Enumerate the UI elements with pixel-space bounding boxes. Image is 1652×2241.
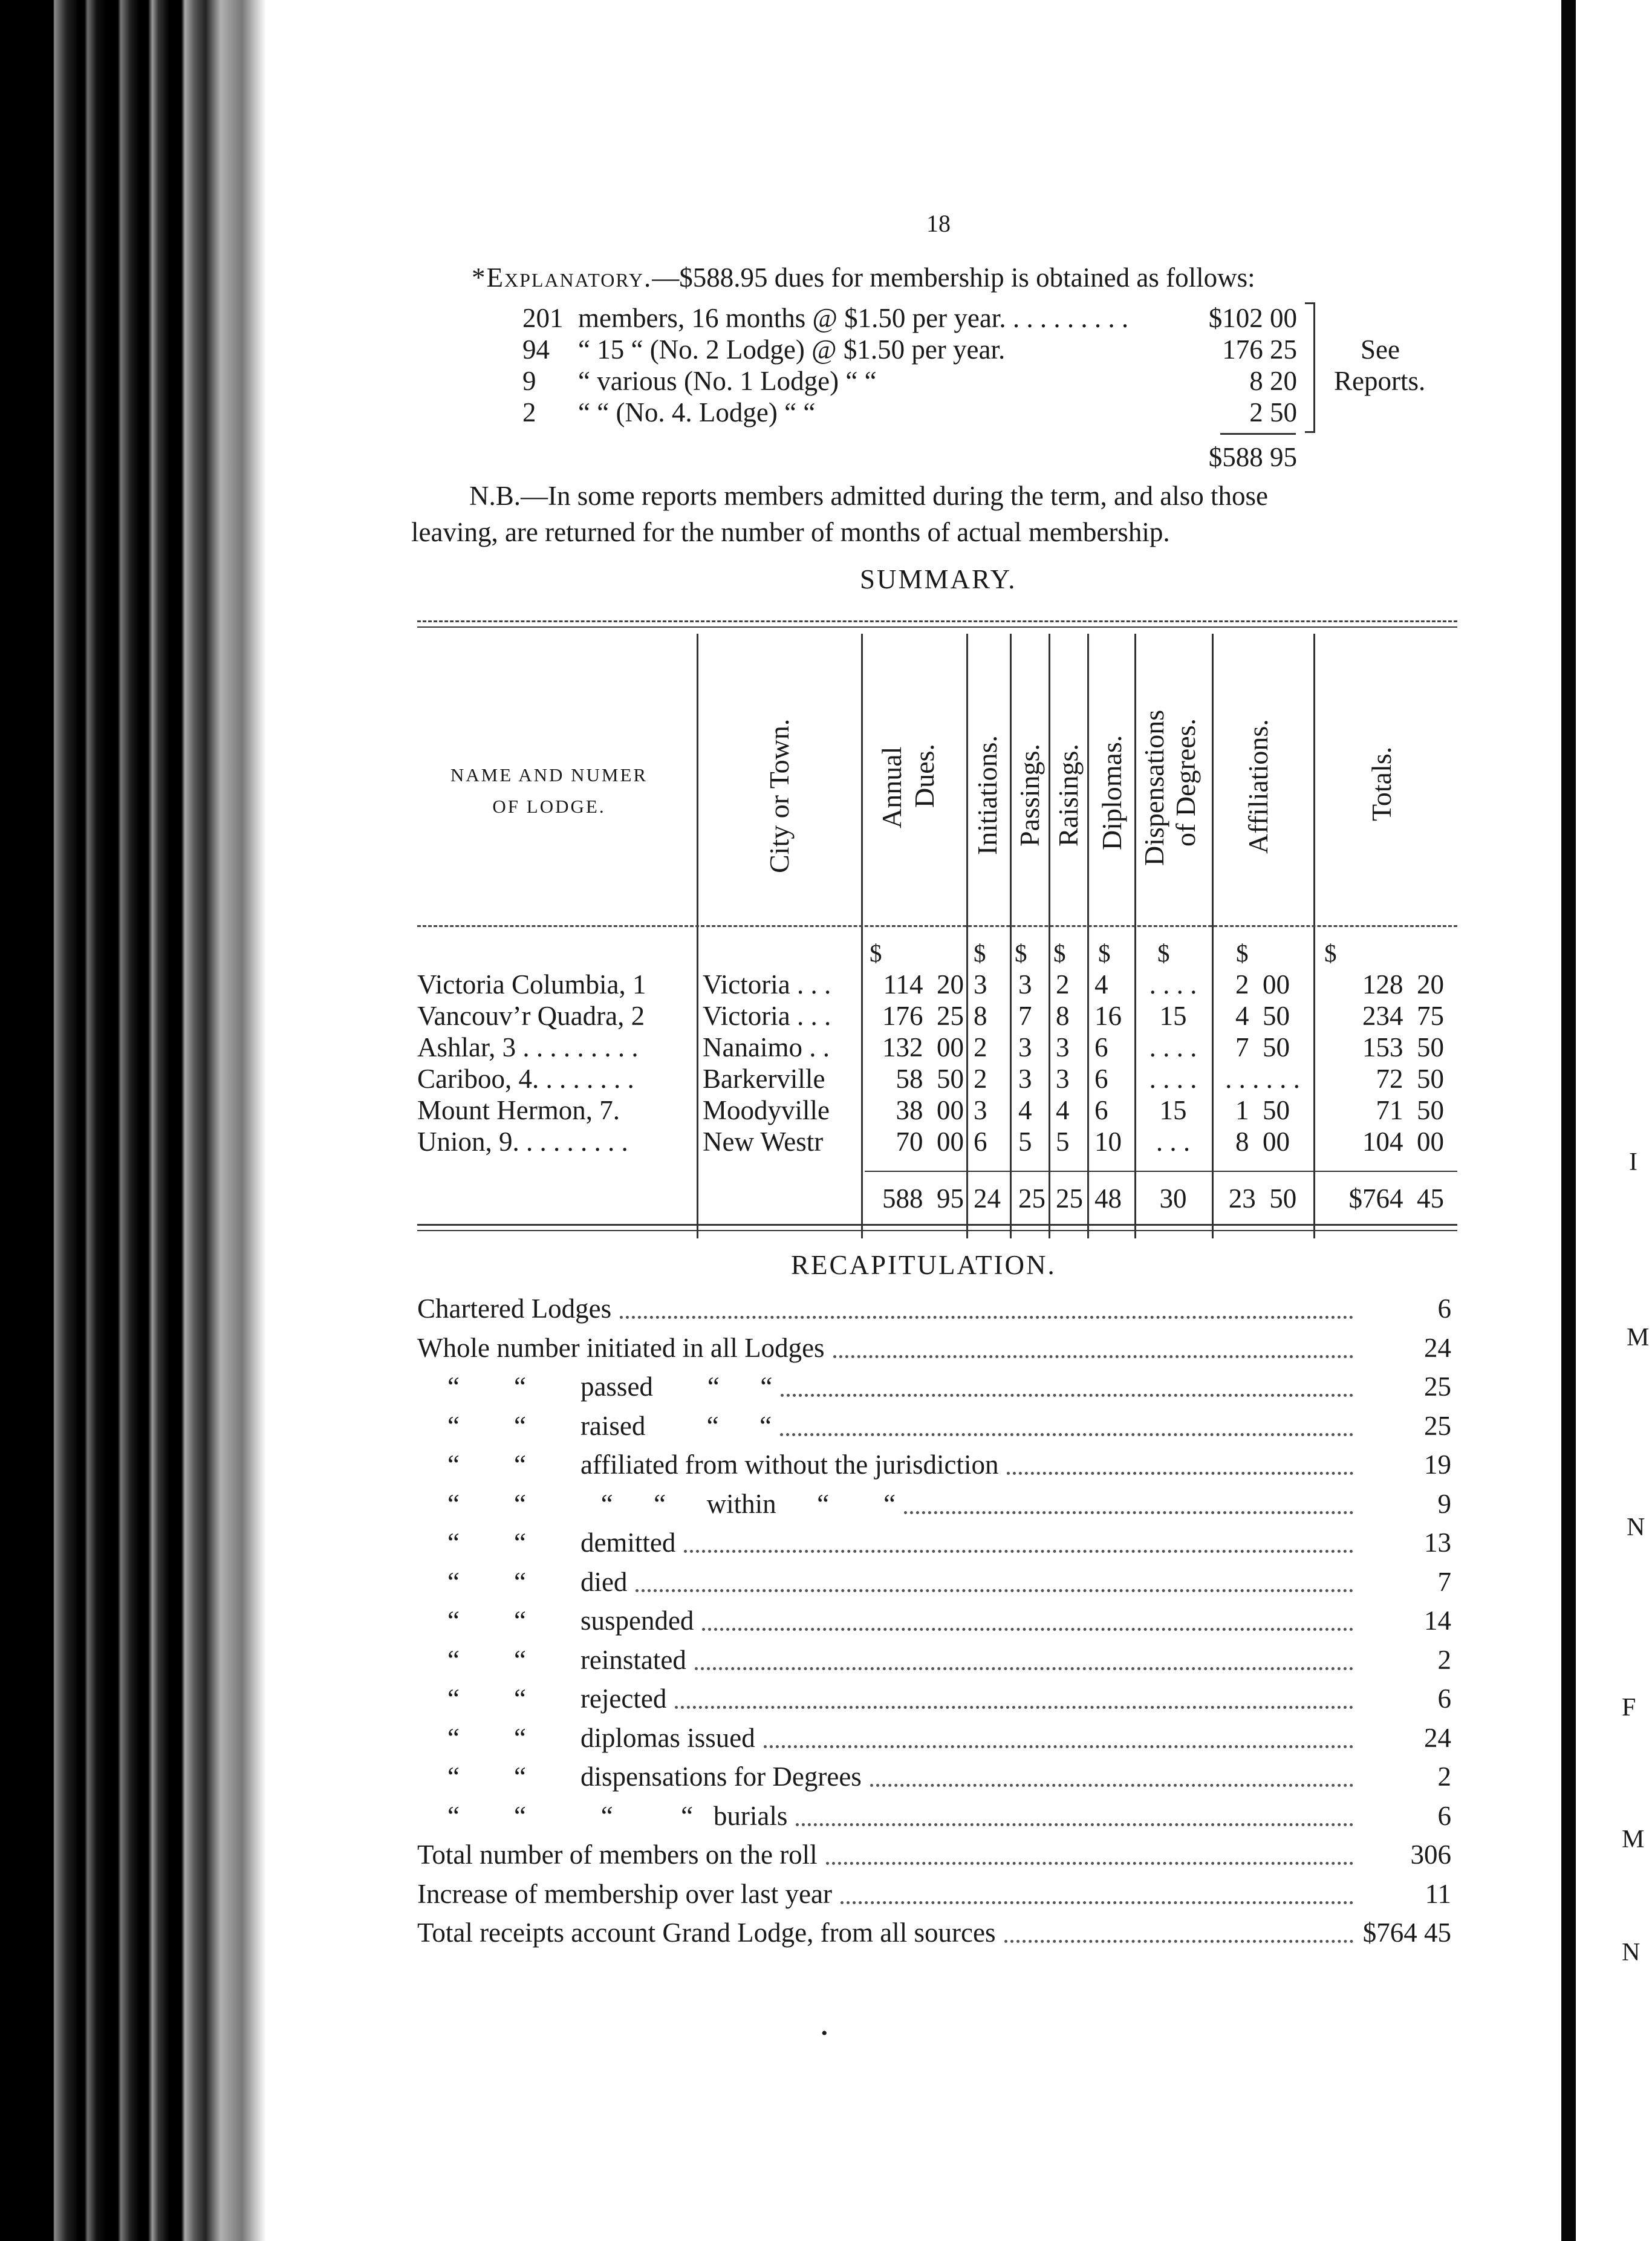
column-divider <box>861 634 863 1238</box>
passings-header: Passings. <box>1014 744 1045 847</box>
summary-title: SUMMARY. <box>860 564 1017 594</box>
summary-cell-total: 234 75 <box>1362 1001 1444 1031</box>
summary-cell-affil: 7 50 <box>1235 1032 1290 1062</box>
nb-line: N.B.—In some reports members admitted during the term, and also those <box>469 481 1268 511</box>
recap-value: 24 <box>1424 1723 1451 1753</box>
totals-cell-total: $764 45 <box>1348 1183 1444 1214</box>
annual-dues-header: Dues. <box>909 743 940 808</box>
dot-leader <box>796 1823 1353 1830</box>
summary-cell-name: Cariboo, 4. . . . . . . . <box>417 1064 634 1094</box>
recap-label: Chartered Lodges <box>417 1293 612 1324</box>
see-reports-label: See <box>1361 334 1400 365</box>
column-divider <box>1010 634 1012 1238</box>
summary-cell-name: Ashlar, 3 . . . . . . . . . <box>417 1032 639 1062</box>
summary-cell-dues: 114 20 <box>883 969 964 1000</box>
summary-cell-init: 2 <box>974 1064 987 1094</box>
dot-leader <box>764 1745 1353 1752</box>
summary-cell-total: 153 50 <box>1362 1032 1444 1062</box>
totals-cell-init: 24 <box>974 1183 1001 1214</box>
summary-cell-city: Nanaimo . . <box>703 1032 830 1062</box>
column-divider <box>697 634 698 1238</box>
raisings-header: Raisings. <box>1053 744 1084 847</box>
summary-cell-dipl: 16 <box>1094 1001 1122 1031</box>
summary-cell-city: Barkerville <box>703 1064 825 1094</box>
dispensations-header: of Degrees. <box>1170 718 1201 847</box>
recap-value: 6 <box>1437 1683 1451 1714</box>
explanatory-line <box>472 262 1255 293</box>
explanatory-count: 201 <box>522 303 564 333</box>
explanatory-count: 94 <box>522 334 550 365</box>
facing-page-fragment: N <box>1622 1939 1641 1966</box>
recap-label: Whole number initiated in all Lodges <box>417 1333 825 1363</box>
explanatory-amount: 8 20 <box>1249 366 1297 396</box>
summary-cell-name: Victoria Columbia, 1 <box>417 969 646 1000</box>
summary-cell-pass: 3 <box>1018 969 1032 1000</box>
recap-value: 306 <box>1410 1839 1451 1870</box>
page-number: 18 <box>926 210 951 237</box>
summary-cell-city: Victoria . . . <box>703 1001 831 1031</box>
summary-cell-raise: 8 <box>1056 1001 1070 1031</box>
summary-cell-city: New Westr <box>703 1127 824 1157</box>
diplomas-header: Diplomas. <box>1096 735 1127 850</box>
recap-value: 6 <box>1437 1293 1451 1324</box>
summary-cell-pass: 7 <box>1018 1001 1032 1031</box>
summary-cell-raise: 4 <box>1056 1095 1070 1125</box>
ornament: • <box>821 2023 828 2043</box>
name-header-line: OF LODGE. <box>492 796 606 817</box>
summary-cell-city: Moodyville <box>703 1095 830 1125</box>
recap-value: 2 <box>1437 1645 1451 1675</box>
dispensations-header: Dispensations <box>1139 709 1169 866</box>
dot-leader <box>684 1550 1353 1556</box>
summary-cell-city: Victoria . . . <box>703 969 831 1000</box>
column-divider <box>1049 634 1050 1238</box>
dot-leader <box>833 1355 1353 1362</box>
explanatory-desc: “ “ (No. 4. Lodge) “ “ <box>578 397 816 428</box>
summary-cell-init: 3 <box>974 1095 987 1125</box>
recap-label: “ “ “ “ burials <box>447 1801 788 1831</box>
summary-cell-dues: 70 00 <box>896 1127 964 1157</box>
totals-cell-affil: 23 50 <box>1228 1183 1297 1214</box>
facing-page-fragment: M <box>1622 1826 1645 1853</box>
totals-cell-dues: 588 95 <box>882 1183 964 1214</box>
currency-sign: $ <box>1053 939 1066 967</box>
summary-cell-pass: 3 <box>1018 1032 1032 1062</box>
summary-cell-affil: 8 00 <box>1235 1127 1290 1157</box>
recap-value: $764 45 <box>1362 1917 1451 1948</box>
initiations-header: Initiations. <box>972 735 1003 855</box>
table-top-rule <box>417 620 1457 622</box>
totals-cell-dipl: 48 <box>1094 1183 1122 1214</box>
totals-cell-pass: 25 <box>1018 1183 1046 1214</box>
affiliations-header: Affiliations. <box>1243 719 1273 854</box>
facing-page-edge <box>1561 0 1652 2241</box>
recap-label: “ “ raised “ “ <box>447 1411 772 1441</box>
summary-cell-raise: 2 <box>1056 969 1070 1000</box>
recap-label: “ “ rejected <box>447 1683 667 1714</box>
dot-leader <box>904 1511 1353 1518</box>
table-top-rule <box>417 626 1457 628</box>
recap-label: “ “ dispensations for Degrees <box>447 1761 862 1792</box>
dot-leader <box>675 1706 1353 1712</box>
recap-label: Total receipts account Grand Lodge, from all sources <box>417 1917 996 1948</box>
dot-leader <box>826 1862 1353 1869</box>
explanatory-desc: members, 16 months @ $1.50 per year. . . . . . . . . . <box>578 303 1129 333</box>
recap-label: Total number of members on the roll <box>417 1839 818 1870</box>
facing-page-fragment: M <box>1627 1324 1650 1351</box>
table-bottom-rule <box>417 1230 1457 1231</box>
summary-cell-dues: 58 50 <box>896 1064 964 1094</box>
summary-cell-init: 2 <box>974 1032 987 1062</box>
explanatory-count: 2 <box>522 397 536 428</box>
facing-page-fragment: I <box>1629 1148 1637 1176</box>
annual-dues-header: Annual <box>876 746 907 828</box>
recap-value: 19 <box>1424 1449 1451 1480</box>
summary-cell-disp: . . . . <box>1149 1032 1197 1062</box>
summary-cell-init: 3 <box>974 969 987 1000</box>
dot-leader <box>841 1901 1353 1908</box>
book-spine-edge <box>0 0 266 2241</box>
recap-value: 24 <box>1424 1333 1451 1363</box>
column-divider <box>1212 634 1214 1238</box>
recap-label: “ “ died <box>447 1567 628 1597</box>
currency-sign: $ <box>1324 939 1337 967</box>
dot-leader <box>1007 1472 1353 1478</box>
currency-sign: $ <box>1015 939 1027 967</box>
explanatory-amount: $102 00 <box>1208 303 1297 333</box>
summary-cell-disp: . . . . <box>1149 1064 1197 1094</box>
recap-label: “ “ reinstated <box>447 1645 686 1675</box>
currency-sign: $ <box>1236 939 1249 967</box>
summary-cell-dipl: 10 <box>1094 1127 1122 1157</box>
explanatory-text: —$588.95 dues for membership is obtained as follows: <box>652 262 1255 293</box>
summary-cell-affil: . . . . . . <box>1225 1064 1300 1094</box>
recap-label: “ “ diplomas issued <box>447 1723 755 1753</box>
totals-rule <box>865 1171 1457 1172</box>
name-column-header <box>428 759 670 822</box>
recap-label: “ “ passed “ “ <box>447 1371 773 1402</box>
totals-cell-raise: 25 <box>1056 1183 1083 1214</box>
summary-cell-name: Vancouv’r Quadra, 2 <box>417 1001 645 1031</box>
explanatory-desc: “ various (No. 1 Lodge) “ “ <box>578 366 877 396</box>
recap-value: 11 <box>1425 1879 1451 1909</box>
sum-rule <box>1220 433 1296 435</box>
currency-sign: $ <box>1157 939 1170 967</box>
summary-cell-dipl: 6 <box>1094 1032 1108 1062</box>
summary-cell-raise: 5 <box>1056 1127 1070 1157</box>
summary-cell-disp: . . . . <box>1149 969 1197 1000</box>
recap-label: Increase of membership over last year <box>417 1879 832 1909</box>
column-divider <box>966 634 968 1238</box>
summary-cell-affil: 1 50 <box>1235 1095 1290 1125</box>
summary-cell-affil: 4 50 <box>1235 1001 1290 1031</box>
explanatory-total: $588 95 <box>1208 442 1297 472</box>
summary-cell-disp: . . . <box>1156 1127 1191 1157</box>
brace <box>1305 302 1315 433</box>
summary-cell-total: 104 00 <box>1362 1127 1444 1157</box>
summary-cell-affil: 2 00 <box>1235 969 1290 1000</box>
facing-page-fragment: F <box>1622 1694 1636 1722</box>
header-bottom-rule <box>417 925 1457 927</box>
column-divider <box>1087 634 1089 1238</box>
recap-label: “ “ demitted <box>447 1527 676 1558</box>
recap-value: 6 <box>1437 1801 1451 1831</box>
totals-header: Totals. <box>1366 746 1397 821</box>
summary-cell-dipl: 6 <box>1094 1064 1108 1094</box>
dot-leader <box>620 1316 1353 1322</box>
summary-cell-total: 71 50 <box>1376 1095 1444 1125</box>
summary-cell-pass: 5 <box>1018 1127 1032 1157</box>
recap-value: 9 <box>1437 1489 1451 1519</box>
page-gutter <box>1561 0 1576 2241</box>
summary-cell-disp: 15 <box>1159 1095 1187 1125</box>
dot-leader <box>870 1784 1353 1791</box>
summary-cell-total: 128 20 <box>1362 969 1444 1000</box>
facing-page-fragment: N <box>1627 1514 1645 1541</box>
column-divider <box>1313 634 1315 1238</box>
dot-leader <box>1004 1940 1353 1947</box>
document-page <box>266 0 1561 2241</box>
summary-cell-disp: 15 <box>1159 1001 1187 1031</box>
summary-cell-init: 6 <box>974 1127 987 1157</box>
summary-cell-name: Union, 9. . . . . . . . . <box>417 1127 628 1157</box>
summary-cell-raise: 3 <box>1056 1032 1070 1062</box>
summary-cell-name: Mount Hermon, 7. <box>417 1095 620 1125</box>
explanatory-amount: 2 50 <box>1249 397 1297 428</box>
recap-title: RECAPITULATION. <box>791 1250 1056 1280</box>
recap-value: 7 <box>1437 1567 1451 1597</box>
recap-label: “ “ affiliated from without the jurisdiction <box>447 1449 999 1480</box>
dot-leader <box>702 1628 1353 1634</box>
summary-cell-dues: 176 25 <box>882 1001 964 1031</box>
nb-line: leaving, are returned for the number of months of actual membership. <box>411 517 1170 547</box>
dot-leader <box>780 1433 1353 1440</box>
summary-cell-dipl: 6 <box>1094 1095 1108 1125</box>
recap-value: 13 <box>1424 1527 1451 1558</box>
dot-leader <box>695 1667 1353 1674</box>
explanatory-desc: “ 15 “ (No. 2 Lodge) @ $1.50 per year. <box>578 334 1006 365</box>
recap-value: 2 <box>1437 1761 1451 1792</box>
table-bottom-rule <box>417 1224 1457 1226</box>
city-column-header: City or Town. <box>764 718 795 873</box>
explanatory-count: 9 <box>522 366 536 396</box>
summary-cell-dues: 132 00 <box>882 1032 964 1062</box>
summary-cell-total: 72 50 <box>1376 1064 1444 1094</box>
currency-sign: $ <box>974 939 986 967</box>
column-divider <box>1134 634 1136 1238</box>
totals-cell-disp: 30 <box>1159 1183 1187 1214</box>
dot-leader <box>636 1589 1353 1596</box>
see-reports-label: Reports. <box>1334 366 1426 396</box>
currency-sign: $ <box>1098 939 1111 967</box>
summary-cell-dipl: 4 <box>1094 969 1108 1000</box>
recap-label: “ “ “ “ within “ “ <box>447 1489 896 1519</box>
recap-label: “ “ suspended <box>447 1605 694 1636</box>
recap-value: 25 <box>1424 1371 1451 1402</box>
summary-cell-pass: 4 <box>1018 1095 1032 1125</box>
summary-cell-raise: 3 <box>1056 1064 1070 1094</box>
summary-cell-pass: 3 <box>1018 1064 1032 1094</box>
summary-cell-dues: 38 00 <box>896 1095 964 1125</box>
recap-value: 14 <box>1424 1605 1451 1636</box>
name-header-line: NAME AND NUMER <box>450 764 648 785</box>
recap-value: 25 <box>1424 1411 1451 1441</box>
explanatory-heading: *Explanatory. <box>472 262 652 293</box>
currency-sign: $ <box>870 939 882 967</box>
explanatory-amount: 176 25 <box>1222 334 1297 365</box>
dot-leader <box>781 1394 1353 1400</box>
summary-cell-init: 8 <box>974 1001 987 1031</box>
